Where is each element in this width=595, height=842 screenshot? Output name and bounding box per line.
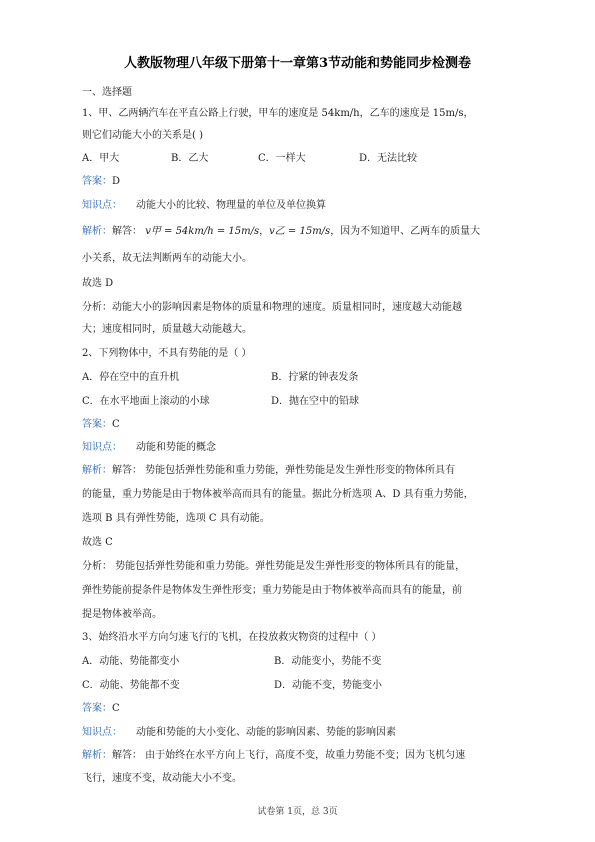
q2-option-d: D．抛在空中的铅球 bbox=[271, 396, 360, 407]
q2-fenxi-line-2: 弹性势能前提条件是物体发生弹性形变；重力势能是由于物体被举高而具有的能量，前 bbox=[82, 585, 462, 596]
answer-label: 答案： bbox=[82, 703, 112, 714]
analysis-label: 解析： bbox=[82, 465, 112, 476]
answer-label: 答案： bbox=[82, 176, 112, 187]
question-1-text-line-1: 1、甲、乙两辆汽车在平直公路上行驶，甲车的速度是 54km/h，乙车的速度是 15m/s， bbox=[82, 108, 474, 119]
section-heading: 一、选择题 bbox=[82, 87, 132, 98]
answer-value: D bbox=[112, 176, 121, 187]
answer-value: C bbox=[112, 703, 120, 714]
analysis-text: 解答： 势能包括弹性势能和重力势能，弹性势能是发生弹性形变的物体所具有 bbox=[112, 465, 456, 476]
q3-analysis-line-1 bbox=[82, 749, 465, 763]
q1-analysis-line-1: 解析：解答： v甲 = 54km/h = 15m/s，v乙 = 15m/s，因为不知道甲、乙两车的质量大 bbox=[82, 226, 481, 237]
analysis-rest: ，因为不知道甲、乙两车的质量大 bbox=[330, 226, 481, 237]
analysis-label: 解析： bbox=[82, 750, 112, 761]
q2-option-a: A．停在空中的直升机 bbox=[82, 372, 180, 383]
q1-choice: 故选 D bbox=[82, 278, 114, 289]
knowledge-label: 知识点： bbox=[82, 442, 122, 453]
q2-fenxi-line-1: 分析： 势能包括弹性势能和重力势能。弹性势能是发生弹性形变的物体所具有的能量， bbox=[82, 561, 466, 572]
answer-label: 答案： bbox=[82, 419, 112, 430]
q1-option-a: A．甲大 bbox=[82, 153, 120, 164]
q3-option-a: A．动能、势能都变小 bbox=[82, 656, 180, 667]
question-1-text-line-2: 则它们动能大小的关系是( ) bbox=[82, 130, 203, 141]
q1-knowledge bbox=[82, 199, 326, 213]
knowledge-value: 动能大小的比较、物理量的单位及单位换算 bbox=[136, 200, 326, 211]
formula-v-yi: v乙 = 15m/s bbox=[269, 226, 331, 237]
knowledge-label: 知识点： bbox=[82, 727, 122, 738]
analysis-prefix: 解答： bbox=[112, 226, 146, 237]
q1-option-b: B．乙大 bbox=[171, 153, 209, 164]
formula-v-jia: v甲 = 54km/h = 15m/s bbox=[145, 226, 260, 237]
q1-fenxi-line-1: 分析：动能大小的影响因素是物体的质量和物理的速度。质量相同时，速度越大动能越 bbox=[82, 302, 462, 313]
question-2-text: 2、下列物体中，不具有势能的是（ ） bbox=[82, 348, 252, 359]
q1-analysis-line-2: 小关系，故无法判断两车的动能大小。 bbox=[82, 253, 252, 264]
q3-analysis-line-2: 飞行，速度不变，故动能大小不变。 bbox=[82, 773, 242, 784]
knowledge-label: 知识点： bbox=[82, 200, 122, 211]
q3-option-c: C．动能、势能都不变 bbox=[82, 680, 180, 691]
q3-option-b: B．动能变小，势能不变 bbox=[274, 656, 382, 667]
page-footer: 试卷第 1页，总 3页 bbox=[257, 807, 338, 817]
question-3-text: 3、始终沿水平方向匀速飞行的飞机，在投放救灾物资的过程中（ ） bbox=[82, 632, 382, 643]
page-title: 人教版物理八年级下册第十一章第3节动能和势能同步检测卷 bbox=[123, 56, 472, 71]
knowledge-value: 动能和势能的大小变化、动能的影响因素、势能的影响因素 bbox=[136, 727, 396, 738]
q3-knowledge bbox=[82, 726, 396, 740]
knowledge-value: 动能和势能的概念 bbox=[136, 442, 216, 453]
analysis-text: 解答： 由于始终在水平方向上飞行，高度不变，故重力势能不变；因为飞机匀速 bbox=[112, 750, 466, 761]
q2-analysis-line-2: 的能量，重力势能是由于物体被举高而具有的能量。据此分析选项 A、D 具有重力势能， bbox=[82, 489, 474, 500]
q1-option-c: C．一样大 bbox=[258, 153, 306, 164]
q2-choice: 故选 C bbox=[82, 537, 113, 548]
q2-knowledge bbox=[82, 441, 216, 455]
answer-value: C bbox=[112, 419, 120, 430]
q2-answer bbox=[82, 418, 120, 432]
q2-option-c: C．在水平地面上滚动的小球 bbox=[82, 396, 210, 407]
q3-answer bbox=[82, 702, 120, 716]
q1-option-d: D．无法比较 bbox=[359, 153, 418, 164]
q2-fenxi-line-3: 提是物体被举高。 bbox=[82, 609, 162, 620]
q2-analysis-line-1 bbox=[82, 464, 455, 478]
q1-answer bbox=[82, 175, 120, 189]
analysis-label: 解析： bbox=[82, 226, 112, 237]
q3-option-d: D．动能不变，势能变小 bbox=[274, 680, 383, 691]
q2-option-b: B．拧紧的钟表发条 bbox=[271, 372, 359, 383]
q2-analysis-line-3: 选项 B 具有弹性势能，选项 C 具有动能。 bbox=[82, 513, 270, 524]
q1-fenxi-line-2: 大；速度相同时，质量越大动能越大。 bbox=[82, 324, 252, 335]
